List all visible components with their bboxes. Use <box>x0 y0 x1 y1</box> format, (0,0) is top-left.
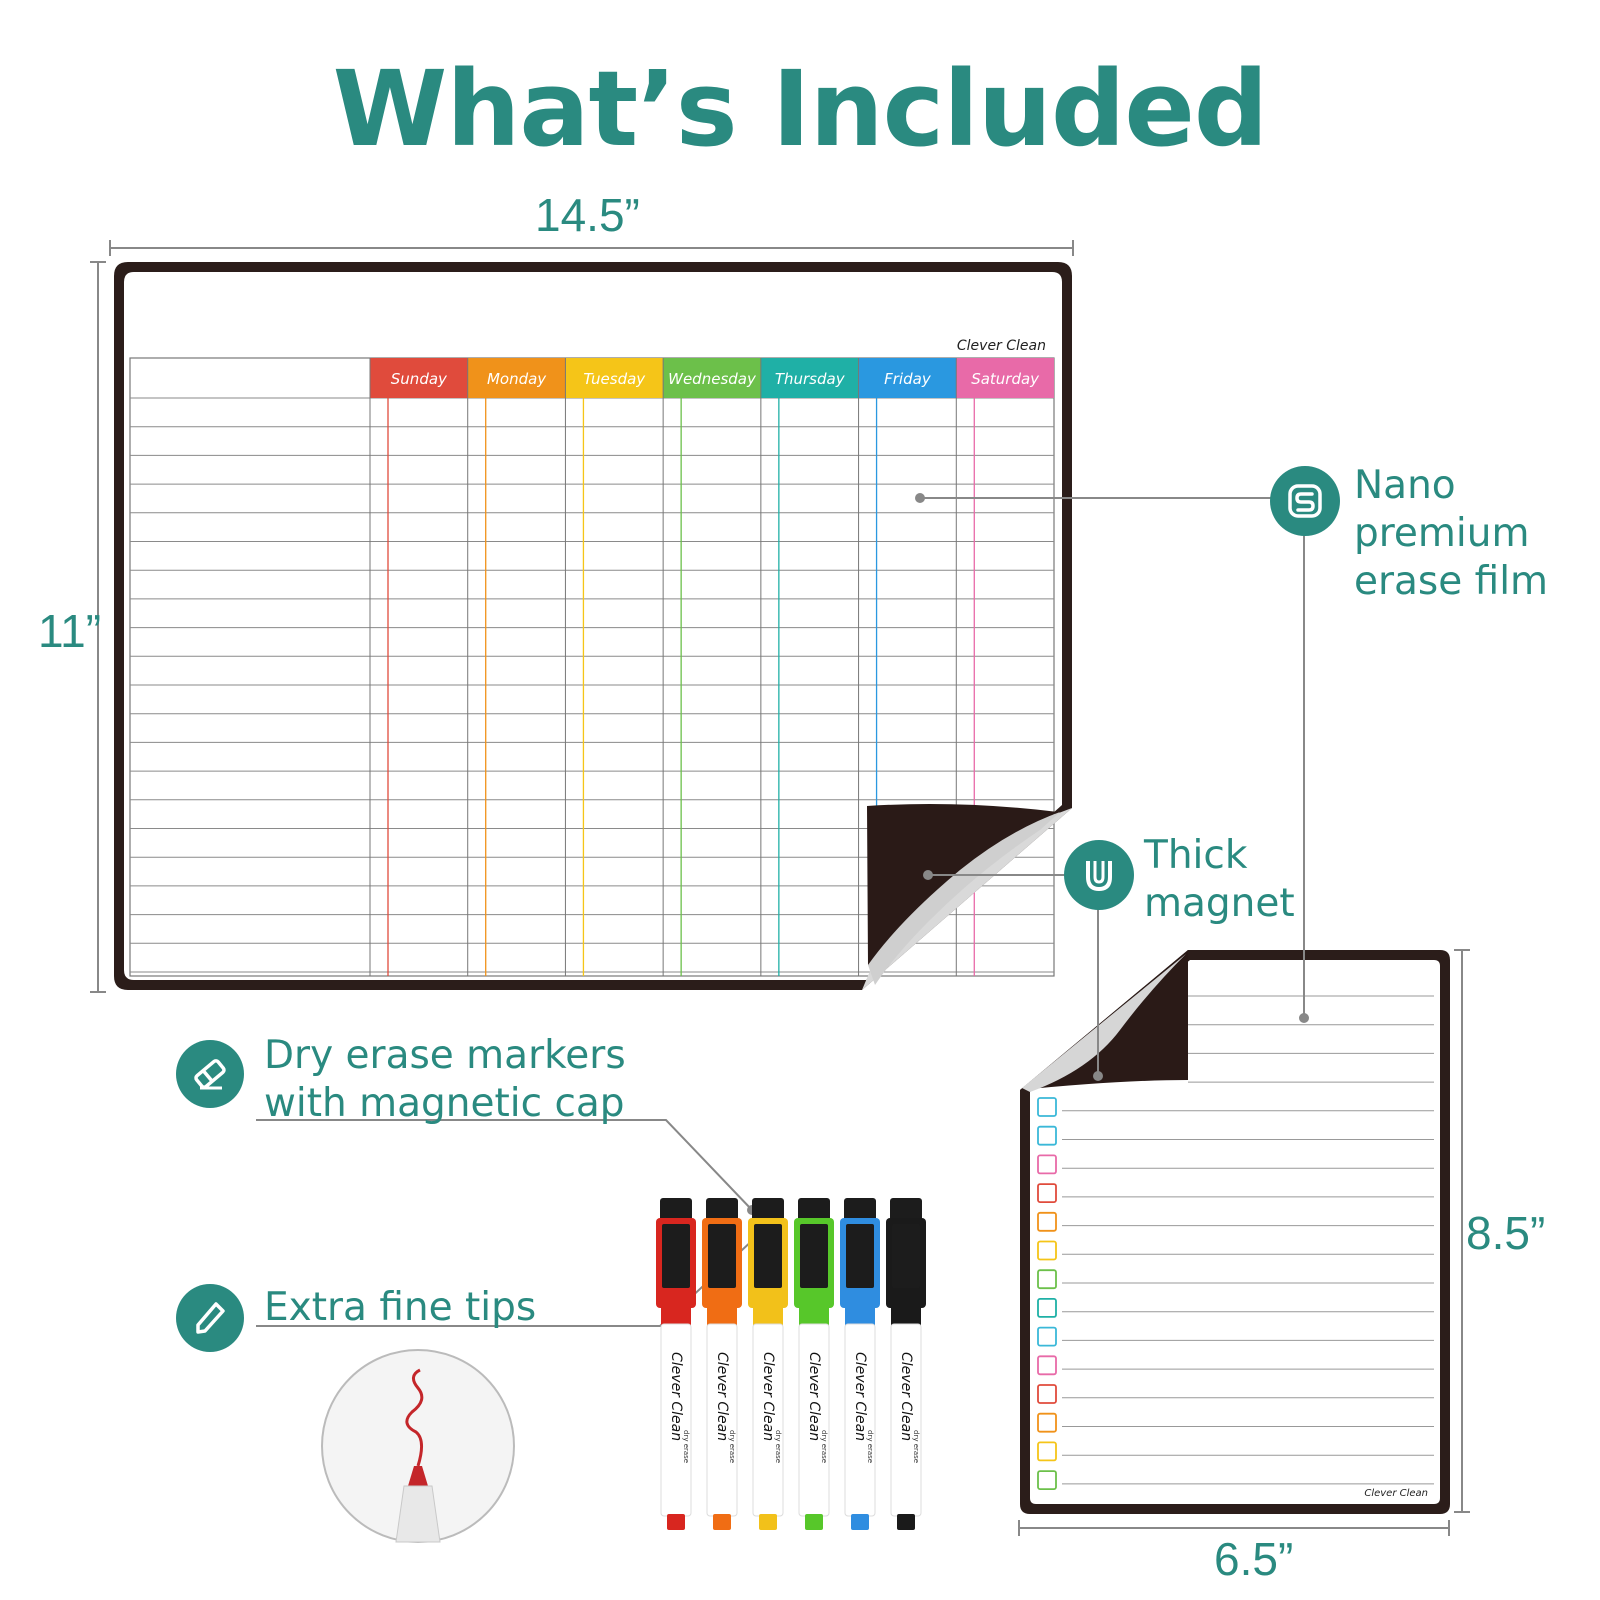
marker-subtitle: dry erase <box>912 1430 920 1464</box>
day-label: Friday <box>884 370 931 388</box>
marker <box>794 1198 834 1530</box>
marker-subtitle: dry erase <box>728 1430 736 1464</box>
magnet-icon <box>1079 855 1119 895</box>
day-label: Saturday <box>971 370 1040 388</box>
list-board <box>1020 950 1450 1514</box>
page-title: What’s Included <box>332 48 1268 170</box>
film-badge <box>1270 466 1340 536</box>
feature-nano-film: Nano premium erase film <box>1354 463 1549 604</box>
height-label-large: 11” <box>38 605 102 657</box>
magnet-badge <box>1064 840 1134 910</box>
marker <box>748 1198 788 1530</box>
film-icon <box>1285 481 1325 521</box>
marker-brand: Clever Clean <box>898 1352 914 1442</box>
marker <box>840 1198 880 1530</box>
day-label: Tuesday <box>583 370 646 388</box>
brand-logo-small: Clever Clean <box>1364 1488 1428 1499</box>
feature-dry-erase-markers: Dry erase markers with magnetic cap <box>264 1033 626 1126</box>
width-label-large: 14.5” <box>535 189 640 241</box>
day-label: Wednesday <box>668 370 756 388</box>
marker <box>702 1198 742 1530</box>
pencil-icon <box>190 1298 230 1338</box>
tips-badge <box>176 1284 244 1352</box>
eraser-icon <box>190 1054 230 1094</box>
marker-subtitle: dry erase <box>820 1430 828 1464</box>
day-label: Sunday <box>390 370 447 388</box>
day-label: Thursday <box>774 370 845 388</box>
marker-set <box>656 1198 926 1530</box>
width-label-small: 6.5” <box>1214 1533 1294 1585</box>
fine-tip-closeup <box>322 1350 514 1542</box>
feature-thick-magnet: Thick magnet <box>1144 833 1295 926</box>
marker-brand: Clever Clean <box>760 1352 776 1442</box>
weekly-board <box>114 262 1072 990</box>
marker-brand: Clever Clean <box>714 1352 730 1442</box>
marker-brand: Clever Clean <box>806 1352 822 1442</box>
marker-subtitle: dry erase <box>774 1430 782 1464</box>
feature-extra-fine-tips: Extra fine tips <box>264 1285 537 1330</box>
marker-brand: Clever Clean <box>852 1352 868 1442</box>
marker-brand: Clever Clean <box>668 1352 684 1442</box>
marker-badge <box>176 1040 244 1108</box>
height-label-small: 8.5” <box>1466 1207 1546 1259</box>
marker-subtitle: dry erase <box>866 1430 874 1464</box>
marker <box>886 1198 926 1530</box>
day-label: Monday <box>486 370 547 388</box>
marker-subtitle: dry erase <box>682 1430 690 1464</box>
brand-logo: Clever Clean <box>956 338 1046 354</box>
marker <box>656 1198 696 1530</box>
